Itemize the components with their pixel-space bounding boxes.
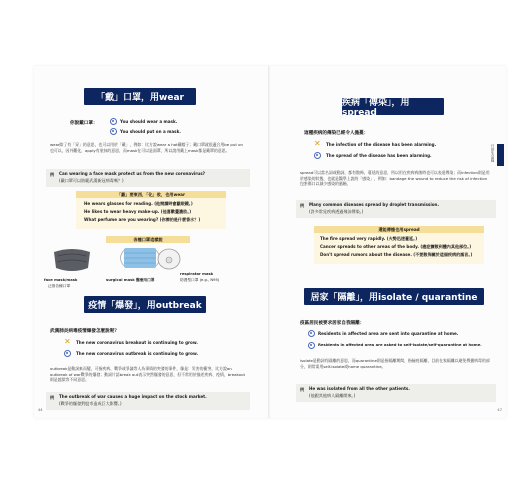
option-b: Residents in affected area are asked to self-isolate/self-quarantine at home. xyxy=(318,342,482,347)
explanation-paragraph: wear除了有「穿」的意思，也可以用於「戴」，例如：比方說wear a hat戴帽子；戴口罩就很適合用be put on也可以，因外觀化，apply有塗抹的意思，而mask在可以是面罩，所以說用戴上mask都是戴罩的意思。 xyxy=(50,142,243,153)
circle-bullet-icon xyxy=(64,350,71,357)
option-b-correct: The spread of the disease has been alarming. xyxy=(326,153,432,158)
chapter-side-label: 日常生活篇 xyxy=(491,144,495,162)
circle-bullet-icon xyxy=(308,330,315,337)
section-title-spread: 疾病「傳染」，用spread xyxy=(342,98,444,115)
section-title-outbreak: 疫情「爆發」，用outbreak xyxy=(84,296,206,313)
page-number: 44 xyxy=(38,408,43,412)
circle-bullet-icon xyxy=(110,118,117,125)
example-box xyxy=(296,384,496,402)
note-line: What perfume are you wearing? (你擦的是什麼香水？) xyxy=(84,217,201,222)
explanation-paragraph: isolate是動詞有隔離的意思，而quarantine則是指隔離期間，指檢疫隔離，目前在家隔離以避免傳播病毒的部分，則常需用self-isolate或home quarantine。 xyxy=(300,358,490,369)
example-box xyxy=(46,392,250,410)
example-box xyxy=(46,169,250,187)
mask-label-face-zh: 泛指各種口罩 xyxy=(48,284,71,288)
example-tag: 例 xyxy=(50,395,55,400)
option-a: You should wear a mask. xyxy=(120,119,178,124)
example-box xyxy=(296,200,496,218)
section-title-wear: 「戴」口罩，用wear xyxy=(84,88,196,105)
right-page xyxy=(270,66,506,418)
circle-bullet-icon xyxy=(314,152,321,159)
note-line: He likes to wear heavy make-up. (他喜歡畫濃妝。) xyxy=(84,209,192,214)
note-line: Cancer spreads to other areas of the body. (癌症擴散到體內其他部位。) xyxy=(320,244,472,249)
note-title: 「戴」要東西，「化」妝，也用wear xyxy=(76,191,226,198)
example-en: The outbreak of war causes a huge impact on the stock market. xyxy=(59,394,207,399)
usage-note xyxy=(76,191,226,229)
prompt-text: 武漢肺炎病毒疫情爆發怎麼說呢？ xyxy=(50,329,119,334)
mask-label-respirator-zh: 防護型口罩 (e.g., N95) xyxy=(180,278,220,282)
page-number: 47 xyxy=(497,408,502,412)
example-en: Can wearing a face mask protect us from the new coronavirus? xyxy=(59,171,206,176)
note-line: Don't spread rumors about the disease. (不要散佈關於這個疾病的謠言。) xyxy=(320,252,473,257)
prompt-text: 你說戴口罩： xyxy=(70,121,98,126)
example-zh: (戴口罩可以防範武漢新冠病毒嗎？) xyxy=(59,178,124,183)
left-page xyxy=(34,66,270,418)
option-a-wrong: The infection of the disease has been alarming. xyxy=(326,142,437,147)
section-title-isolate: 居家「隔離」，用isolate / quarantine xyxy=(304,288,484,305)
mask-heading: 各種口罩這樣說 xyxy=(106,236,190,243)
circle-bullet-icon xyxy=(308,342,315,349)
mask-label-respirator: respirator mask xyxy=(180,272,214,276)
option-a: Residents in affected area are sent into quarantine at home. xyxy=(318,331,459,336)
prompt-text: 疫區居民被要求居家自我隔離： xyxy=(300,321,365,326)
cross-mark-icon: ✕ xyxy=(314,139,321,148)
example-zh: (戰爭的爆發對股市造成巨大影響。) xyxy=(59,401,122,406)
example-tag: 例 xyxy=(300,203,305,208)
example-zh: (他跟其他病人隔離開來。) xyxy=(309,393,356,398)
usage-note xyxy=(314,226,484,264)
example-en: Many common diseases spread by droplet transmission. xyxy=(309,202,440,207)
option-a-wrong: The new coronavirus breakout is continuing to grow. xyxy=(76,340,198,345)
explanation-paragraph: spread可以當名詞或動詞，都有散佈、蔓延的意思，所以用在疾病病菌時也可以表達傳染；而infection則是用於感染的狀態，也就是醫學上說的「感染」，例如：bandage the wound to reduce the risk of infection包紮傷口以減少感染的風險。 xyxy=(300,170,490,187)
note-title: 還能傳播也用spread xyxy=(314,226,484,233)
chapter-side-tab xyxy=(497,144,504,166)
prompt-text: 這種疾病的傳染已經令人擔憂： xyxy=(304,131,369,136)
mask-label-face: face mask/mask xyxy=(44,278,78,282)
option-b-correct: The new coronavirus outbreak is continuing to grow. xyxy=(76,351,199,356)
example-tag: 例 xyxy=(300,387,305,392)
mask-label-surgical: surgical mask 醫療用口罩 xyxy=(106,278,155,282)
example-tag: 例 xyxy=(50,172,55,177)
respirator-mask-image xyxy=(156,246,182,272)
note-line: The fire spread very rapidly. (火勢迅速蔓延。) xyxy=(320,236,418,241)
explanation-paragraph: outbreak是動詞來而變，可指疾病、戰爭或爭議等人為事情的突發的事件，像是：災害的衝突、比方說an outbreak of war戰爭的爆發；動詞片語break out表示突然爆發的意思，但不常用於描述疾病、疫情，breakout則是越獄等不同意思。 xyxy=(50,366,246,383)
example-en: He was isolated from all the other patients. xyxy=(309,386,410,391)
note-line: He wears glasses for reading. (他閱讀時會戴眼鏡。) xyxy=(84,201,193,206)
example-zh: (許多常見疾病透過飛沫傳染。) xyxy=(309,209,364,214)
option-b: You should put on a mask. xyxy=(120,129,181,134)
circle-bullet-icon xyxy=(110,128,117,135)
cross-mark-icon: ✕ xyxy=(64,337,71,346)
face-mask-image xyxy=(50,246,94,274)
